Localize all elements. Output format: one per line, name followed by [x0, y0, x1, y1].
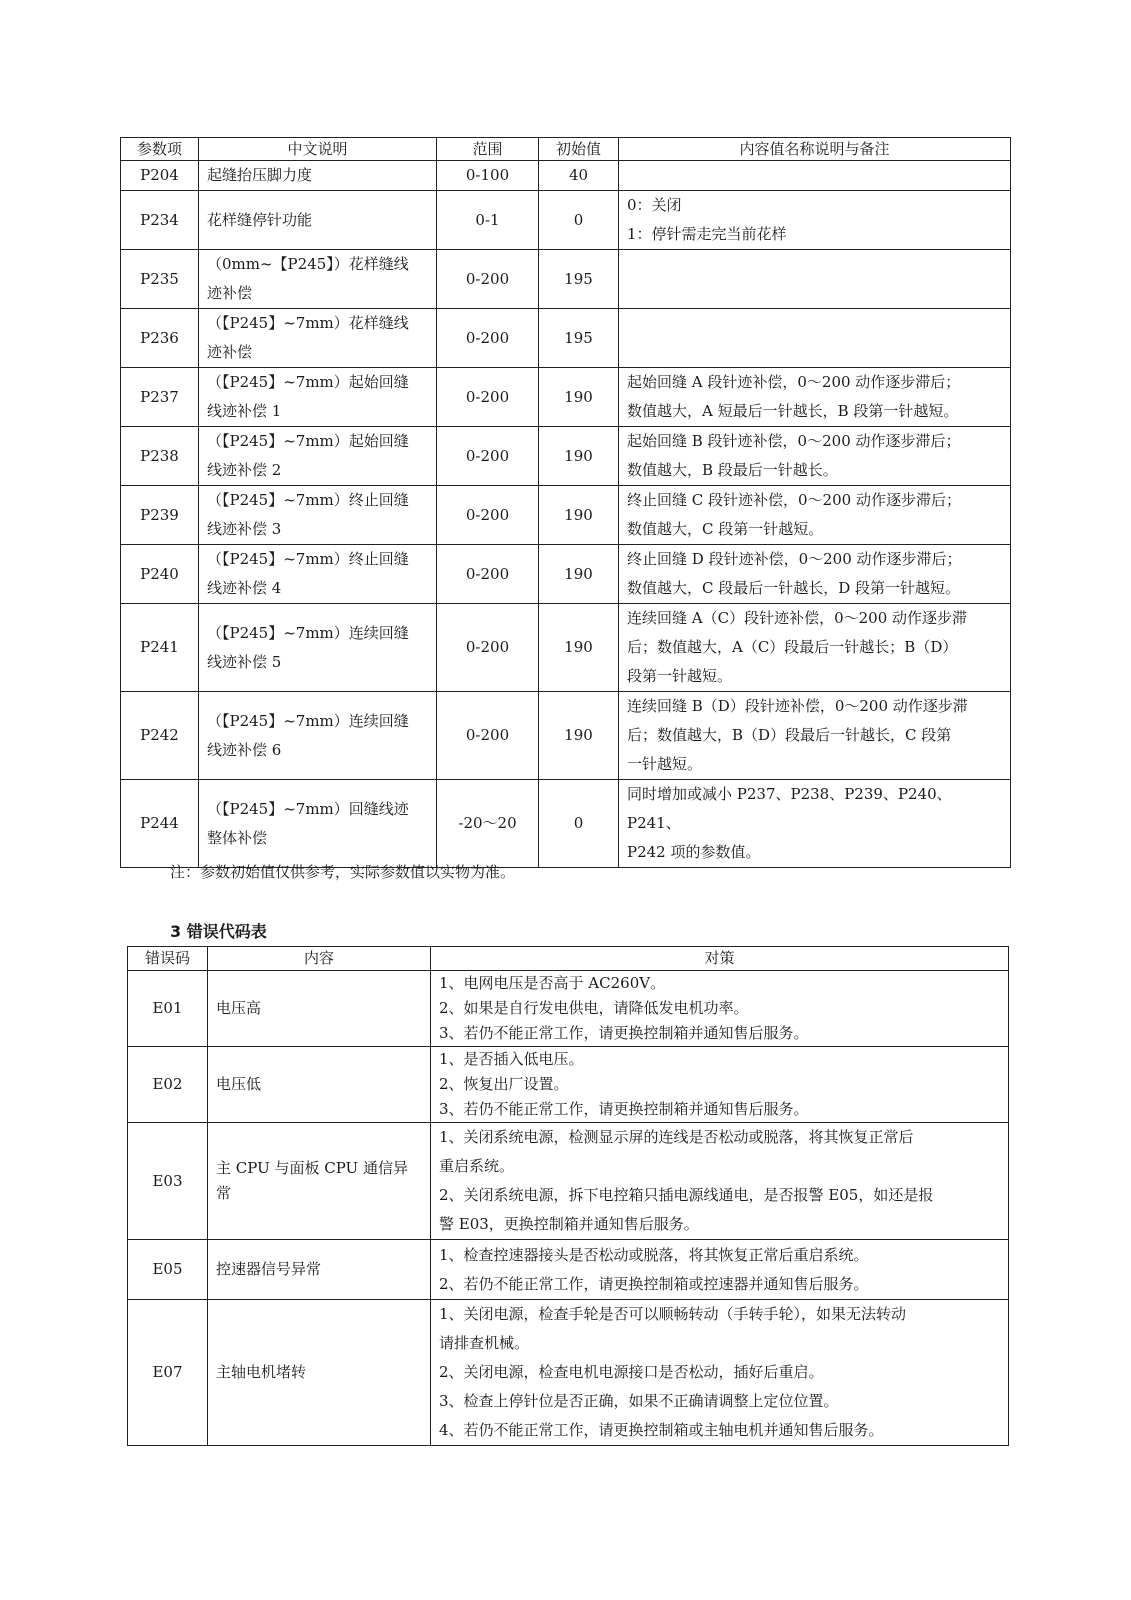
- notes-line: 一针越短。: [627, 755, 703, 773]
- countermeasure-line: 请排查机械。: [439, 1334, 530, 1352]
- param-code-cell: P204: [121, 161, 199, 191]
- description-line: 线迹补偿 6: [207, 740, 282, 759]
- error-content-cell: 电压低: [208, 1047, 431, 1123]
- description-line: 线迹补偿 2: [207, 461, 282, 479]
- error-code-cell: E02: [128, 1047, 208, 1123]
- countermeasure-line: 2、关闭电源，检查电机电源接口是否松动，插好后重启。: [439, 1363, 824, 1381]
- table-row: [121, 161, 1011, 191]
- param-notes-cell: [619, 368, 1011, 427]
- param-initial-value-cell: 190: [539, 545, 619, 604]
- param-range-cell: 0-200: [437, 309, 539, 368]
- notes-line: 连续回缝 B（D）段针迹补偿，0～200 动作逐步滞: [627, 697, 968, 715]
- error-code-cell: E05: [128, 1240, 208, 1300]
- header-error-code: 错误码: [128, 947, 208, 971]
- header-param-code: 参数项: [121, 138, 199, 161]
- param-initial-value-cell: 190: [539, 368, 619, 427]
- param-description-cell: [199, 191, 437, 250]
- param-initial-value-cell: 190: [539, 604, 619, 692]
- description-line: （【P245】~7mm）连续回缝: [207, 623, 409, 642]
- parameter-table-header: [121, 138, 1011, 161]
- header-initial-value: 初始值: [539, 138, 619, 161]
- param-range-cell: 0-100: [437, 161, 539, 191]
- error-code-table: [127, 946, 1009, 1446]
- description-line: 线迹补偿 3: [207, 520, 282, 538]
- param-description-cell: [199, 368, 437, 427]
- notes-line: 0：关闭: [627, 196, 682, 214]
- notes-line: 连续回缝 A（C）段针迹补偿，0～200 动作逐步滞: [627, 609, 968, 627]
- error-code-cell: E01: [128, 971, 208, 1047]
- param-initial-value-cell: 40: [539, 161, 619, 191]
- param-code-cell: P235: [121, 250, 199, 309]
- notes-line: 起始回缝 B 段针迹补偿，0～200 动作逐步滞后；: [627, 432, 961, 450]
- param-description-cell: [199, 486, 437, 545]
- table-row: [121, 427, 1011, 486]
- error-countermeasure-cell: [431, 1300, 1009, 1446]
- description-line: 线迹补偿 4: [207, 579, 282, 597]
- notes-line: 终止回缝 C 段针迹补偿，0～200 动作逐步滞后；: [627, 491, 961, 509]
- table-row: [121, 692, 1011, 780]
- header-description: 中文说明: [199, 138, 437, 161]
- param-range-cell: 0-200: [437, 692, 539, 780]
- param-notes-cell: [619, 780, 1011, 868]
- countermeasure-line: 2、如果是自行发电供电，请降低发电机功率。: [439, 999, 749, 1017]
- notes-line: 后；数值越大，B（D）段最后一针越长，C 段第: [627, 726, 952, 744]
- error-content-cell: 主 CPU 与面板 CPU 通信异常: [208, 1123, 431, 1240]
- table-row: [128, 1123, 1009, 1240]
- description-line: 线迹补偿 1: [207, 402, 282, 420]
- param-notes-cell: [619, 604, 1011, 692]
- description-line: 迹补偿: [207, 343, 253, 361]
- countermeasure-line: 1、电网电压是否高于 AC260V。: [439, 974, 666, 992]
- param-initial-value-cell: 0: [539, 780, 619, 868]
- param-range-cell: 0-200: [437, 250, 539, 309]
- param-range-cell: 0-200: [437, 604, 539, 692]
- param-description-cell: [199, 161, 437, 191]
- error-content-cell: 电压高: [208, 971, 431, 1047]
- param-range-cell: 0-200: [437, 368, 539, 427]
- parameter-table: [120, 137, 1011, 868]
- description-line: 整体补偿: [207, 828, 268, 847]
- param-notes-cell: [619, 486, 1011, 545]
- error-countermeasure-cell: [431, 1123, 1009, 1240]
- description-line: 迹补偿: [207, 284, 253, 302]
- notes-line: 段第一针越短。: [627, 667, 733, 685]
- notes-line: 起始回缝 A 段针迹补偿，0～200 动作逐步滞后；: [627, 373, 961, 391]
- header-content: 内容: [208, 947, 431, 971]
- countermeasure-line: 1、关闭系统电源，检测显示屏的连线是否松动或脱落，将其恢复正常后: [439, 1128, 914, 1146]
- table-row: [121, 486, 1011, 545]
- param-description-cell: [199, 545, 437, 604]
- param-initial-value-cell: 195: [539, 250, 619, 309]
- header-notes: 内容值名称说明与备注: [619, 138, 1011, 161]
- countermeasure-line: 3、若仍不能正常工作，请更换控制箱并通知售后服务。: [439, 1024, 809, 1042]
- description-line: （【P245】~7mm）起始回缝: [207, 373, 409, 391]
- param-code-cell: P234: [121, 191, 199, 250]
- table-row: [121, 309, 1011, 368]
- notes-line: 数值越大，C 段最后一针越长，D 段第一针越短。: [627, 579, 961, 597]
- table-row: [128, 1240, 1009, 1300]
- countermeasure-line: 2、若仍不能正常工作，请更换控制箱或控速器并通知售后服务。: [439, 1274, 869, 1293]
- param-initial-value-cell: 0: [539, 191, 619, 250]
- param-notes-cell: [619, 250, 1011, 309]
- param-code-cell: P242: [121, 692, 199, 780]
- error-content-cell: 控速器信号异常: [208, 1240, 431, 1300]
- param-range-cell: 0-200: [437, 427, 539, 486]
- description-line: （【P245】~7mm）连续回缝: [207, 711, 409, 730]
- param-notes-cell: [619, 191, 1011, 250]
- description-line: （【P245】~7mm）起始回缝: [207, 432, 409, 450]
- section-title: 3 错误代码表: [170, 922, 267, 941]
- param-code-cell: P238: [121, 427, 199, 486]
- error-countermeasure-cell: [431, 1240, 1009, 1300]
- param-description-cell: [199, 427, 437, 486]
- table-row: [121, 250, 1011, 309]
- error-code-cell: E07: [128, 1300, 208, 1446]
- countermeasure-line: 3、若仍不能正常工作，请更换控制箱并通知售后服务。: [439, 1100, 809, 1118]
- description-line: （【P245】~7mm）终止回缝: [207, 491, 409, 509]
- table-row: [121, 368, 1011, 427]
- param-initial-value-cell: 190: [539, 692, 619, 780]
- description-line: （0mm~【P245】）花样缝线: [207, 255, 409, 273]
- header-range: 范围: [437, 138, 539, 161]
- countermeasure-line: 1、关闭电源，检查手轮是否可以顺畅转动（手转手轮），如果无法转动: [439, 1305, 907, 1323]
- description-line: （【P245】~7mm）终止回缝: [207, 550, 409, 568]
- param-notes-cell: [619, 427, 1011, 486]
- countermeasure-line: 4、若仍不能正常工作，请更换控制箱或主轴电机并通知售后服务。: [439, 1421, 884, 1439]
- header-countermeasure: 对策: [431, 947, 1009, 971]
- param-description-cell: [199, 309, 437, 368]
- error-countermeasure-cell: [431, 971, 1009, 1047]
- countermeasure-line: 1、检查控速器接头是否松动或脱落，将其恢复正常后重启系统。: [439, 1245, 869, 1264]
- param-description-cell: [199, 780, 437, 868]
- notes-line: 数值越大，C 段第一针越短。: [627, 520, 824, 538]
- param-description-cell: [199, 692, 437, 780]
- param-code-cell: P240: [121, 545, 199, 604]
- notes-line: 同时增加或减小 P237、P238、P239、P240、P241、: [627, 785, 952, 832]
- table-row: [121, 191, 1011, 250]
- description-line: 花样缝停针功能: [207, 210, 313, 229]
- countermeasure-line: 2、恢复出厂设置。: [439, 1075, 569, 1093]
- description-line: （【P245】~7mm）花样缝线: [207, 314, 409, 332]
- error-content-cell: 主轴电机堵转: [208, 1300, 431, 1446]
- table-row: [121, 604, 1011, 692]
- param-range-cell: -20～20: [437, 780, 539, 868]
- error-code-cell: E03: [128, 1123, 208, 1240]
- param-initial-value-cell: 190: [539, 427, 619, 486]
- param-notes-cell: [619, 309, 1011, 368]
- countermeasure-line: 3、检查上停针位是否正确，如果不正确请调整上定位位置。: [439, 1392, 839, 1410]
- param-range-cell: 0-200: [437, 486, 539, 545]
- param-notes-cell: [619, 161, 1011, 191]
- param-code-cell: P244: [121, 780, 199, 868]
- error-countermeasure-cell: [431, 1047, 1009, 1123]
- table-row: [128, 1300, 1009, 1446]
- description-line: 起缝抬压脚力度: [207, 166, 313, 184]
- param-range-cell: 0-1: [437, 191, 539, 250]
- error-table-header: [128, 947, 1009, 971]
- countermeasure-line: 1、是否插入低电压。: [439, 1050, 584, 1068]
- description-line: （【P245】~7mm）回缝线迹: [207, 799, 409, 818]
- notes-line: 终止回缝 D 段针迹补偿，0～200 动作逐步滞后；: [627, 550, 962, 568]
- param-code-cell: P237: [121, 368, 199, 427]
- table-row: [121, 780, 1011, 868]
- param-code-cell: P236: [121, 309, 199, 368]
- param-initial-value-cell: 190: [539, 486, 619, 545]
- param-range-cell: 0-200: [437, 545, 539, 604]
- description-line: 线迹补偿 5: [207, 652, 282, 671]
- param-description-cell: [199, 604, 437, 692]
- notes-line: 数值越大，B 段最后一针越长。: [627, 461, 838, 479]
- countermeasure-line: 重启系统。: [439, 1157, 515, 1175]
- param-description-cell: [199, 250, 437, 309]
- countermeasure-line: 2、关闭系统电源，拆下电控箱只插电源线通电，是否报警 E05，如还是报: [439, 1186, 934, 1204]
- param-notes-cell: [619, 692, 1011, 780]
- param-code-cell: P241: [121, 604, 199, 692]
- table-row: [128, 1047, 1009, 1123]
- table-footnote: 注：参数初始值仅供参考，实际参数值以实物为准。: [170, 863, 516, 881]
- param-notes-cell: [619, 545, 1011, 604]
- notes-line: P242 项的参数值。: [627, 843, 761, 861]
- notes-line: 数值越大，A 短最后一针越长，B 段第一针越短。: [627, 402, 959, 420]
- countermeasure-line: 警 E03，更换控制箱并通知售后服务。: [439, 1215, 699, 1233]
- table-row: [128, 971, 1009, 1047]
- param-code-cell: P239: [121, 486, 199, 545]
- notes-line: 后；数值越大，A（C）段最后一针越长；B（D）: [627, 638, 958, 656]
- param-initial-value-cell: 195: [539, 309, 619, 368]
- notes-line: 1：停针需走完当前花样: [627, 225, 787, 243]
- table-row: [121, 545, 1011, 604]
